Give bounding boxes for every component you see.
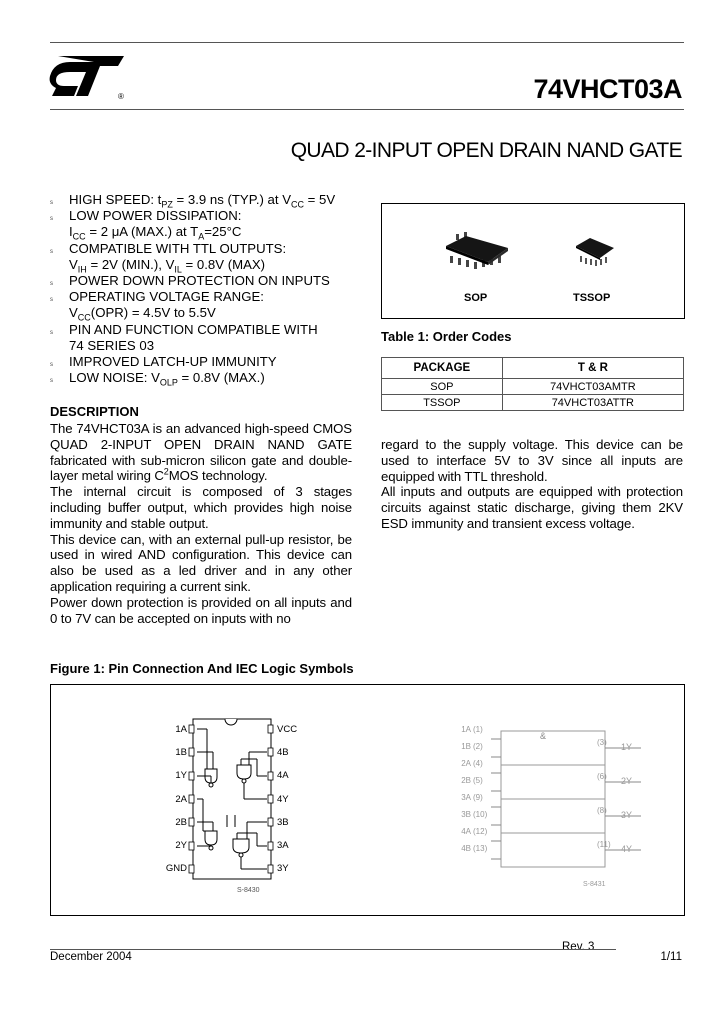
pin-label: 1B [175,747,187,759]
pin-label: 4B [277,747,289,759]
table-cell: SOP [382,379,503,395]
pin-label: 2A [175,793,187,805]
description-column-2 [381,437,683,532]
tssop-label: TSSOP [573,292,611,304]
iec-label: (11) [597,840,611,849]
description-paragraph: regard to the supply voltage. This device can be used to interface 5V to 3V since all inputs are equipped with TTL threshold. [381,437,683,484]
feature-item: s COMPATIBLE WITH TTL OUTPUTS: [50,241,355,257]
footer-rule [50,949,616,950]
table-cell: 74VHCT03ATTR [502,395,683,411]
feature-list [50,192,355,386]
pin-label: 2Y [175,839,187,851]
pin-label: 3B [277,816,289,828]
iec-label: (8) [597,806,607,815]
iec-label: 4A [461,827,471,836]
description-paragraph: The 74VHCT03A is an advanced high-speed CMOS QUAD 2-INPUT OPEN DRAIN NAND GATE fabricated with sub-micron silicon gate and double-layer metal wiring $C^2MOS$ technology. [50,421,352,484]
tssop-package-image [570,232,620,268]
iec-label: (2) [473,742,483,751]
iec-output-labels [621,742,645,878]
iec-label: (1) [473,725,483,734]
pin-labels-left [155,724,187,886]
pin-label: 4Y [277,793,289,805]
order-codes-table [381,357,684,411]
header-t-and-r: T & R [502,358,683,379]
bullet-icon: s [50,362,53,369]
footer-date: December 2004 [50,951,132,963]
iec-label: 2Y [621,776,633,786]
iec-label: 4B [461,844,471,853]
registered-mark: ® [118,92,124,101]
feature-item: 74 SERIES 03 [69,337,155,353]
feature-item: $I_{CC} = 2$ μA (MAX.) at $T_A=25^\circ C$ [69,224,242,243]
bullet-icon: s [50,200,53,206]
bullet-icon: s [50,216,53,223]
pin-diagram-ref: S-8430 [237,887,260,894]
iec-label: 4Y [621,844,633,854]
iec-label: (9) [473,793,483,802]
package-image-box [381,203,685,319]
iec-label: 2B [461,776,471,785]
iec-label: 1Y [621,742,633,752]
iec-output-numbers [597,738,619,874]
description-paragraph: All inputs and outputs are equipped with protection circuits against static discharge, giving them 2KV ESD immunity and transient excess voltage. [381,484,683,531]
iec-label: (12) [473,827,488,836]
iec-label: 3Y [621,810,633,820]
description-heading: DESCRIPTION [50,404,139,419]
iec-label: (6) [597,772,607,781]
page-subtitle: QUAD 2-INPUT OPEN DRAIN NAND GATE [290,139,682,162]
feature-item: s HIGH SPEED: $t_{PZ} = 3.9$ ns (TYP.) at $V_{CC} = 5V$ [50,192,336,210]
pin-label: VCC [277,724,298,735]
footer-page: 1/11 [660,951,682,963]
feature-item: s IMPROVED LATCH-UP IMMUNITY [50,354,355,370]
table-row [382,395,684,411]
pin-label: 4A [277,770,289,782]
bullet-icon: s [50,329,53,336]
iec-and-symbol: & [540,731,547,741]
feature-item: s LOW POWER DISSIPATION: [50,208,355,224]
top-rule [50,42,684,43]
pin-label: GND [165,863,187,875]
order-codes-caption: Table 1: Order Codes [381,329,512,344]
iec-label: 1A [461,725,471,734]
st-logo-icon [48,52,128,102]
bullet-icon: s [50,297,53,304]
iec-label: 2A [461,759,471,768]
feature-item: s POWER DOWN PROTECTION ON INPUTS [50,273,355,289]
pin-labels-right [277,724,309,886]
iec-label: 3B [461,810,471,819]
feature-item: s PIN AND FUNCTION COMPATIBLE WITH [50,322,355,338]
bullet-icon: s [50,281,53,288]
feature-item: $V_{IH} = 2V$ (MIN.), $V_{IL} = 0.8V$ (MAX) [69,256,266,275]
iec-label: 1B [461,742,471,751]
feature-item: s OPERATING VOLTAGE RANGE: [50,289,355,305]
feature-item: s LOW NOISE: $V_{OLP} = 0.8V$ (MAX.) [50,370,265,388]
pin-label: 2B [175,816,187,828]
pin-label: 1Y [175,770,187,782]
table-cell: 74VHCT03AMTR [502,379,683,395]
figure-caption: Figure 1: Pin Connection And IEC Logic Symbols [50,661,354,676]
iec-label: (3) [597,738,607,747]
sop-label: SOP [464,292,488,304]
description-paragraph: This device can, with an external pull-up resistor, be used in wired AND configuration. This device can also be used as a led driver and in any other application requiring a current sink. [50,531,352,594]
description-column-1 [50,421,352,626]
pin-label: 3A [277,839,289,851]
table-row [382,379,684,395]
iec-input-numbers [473,725,495,861]
pin-connection-diagram [183,715,279,887]
iec-input-labels [443,725,471,861]
iec-label: (4) [473,759,483,768]
iec-label: 3A [461,793,471,802]
part-number: 74VHCT03A [533,74,682,104]
figure-box [50,684,685,916]
description-paragraph: The internal circuit is composed of 3 stages including buffer output, which provides high noise immunity and stable output. [50,484,352,531]
pin-label: 1A [175,724,187,735]
table-header-row [382,358,684,379]
sop-package-image [442,230,512,270]
iec-label: (5) [473,776,483,785]
iec-symbol-ref: S-8431 [583,881,606,888]
iec-label: (13) [473,844,488,853]
bullet-icon: s [50,378,53,385]
table-cell: TSSOP [382,395,503,411]
iec-label: (10) [473,810,488,819]
pin-label: 3Y [277,863,289,875]
title-rule [50,109,684,110]
feature-item: $V_{CC}(OPR) = 4.5V$ to 5.5V [69,305,216,324]
footer-rev: Rev. 3 [562,941,595,953]
header-package: PACKAGE [382,358,503,379]
description-paragraph: Power down protection is provided on all inputs and 0 to 7V can be accepted on inputs with no [50,594,352,626]
bullet-icon: s [50,248,53,255]
st-logo [48,52,128,102]
